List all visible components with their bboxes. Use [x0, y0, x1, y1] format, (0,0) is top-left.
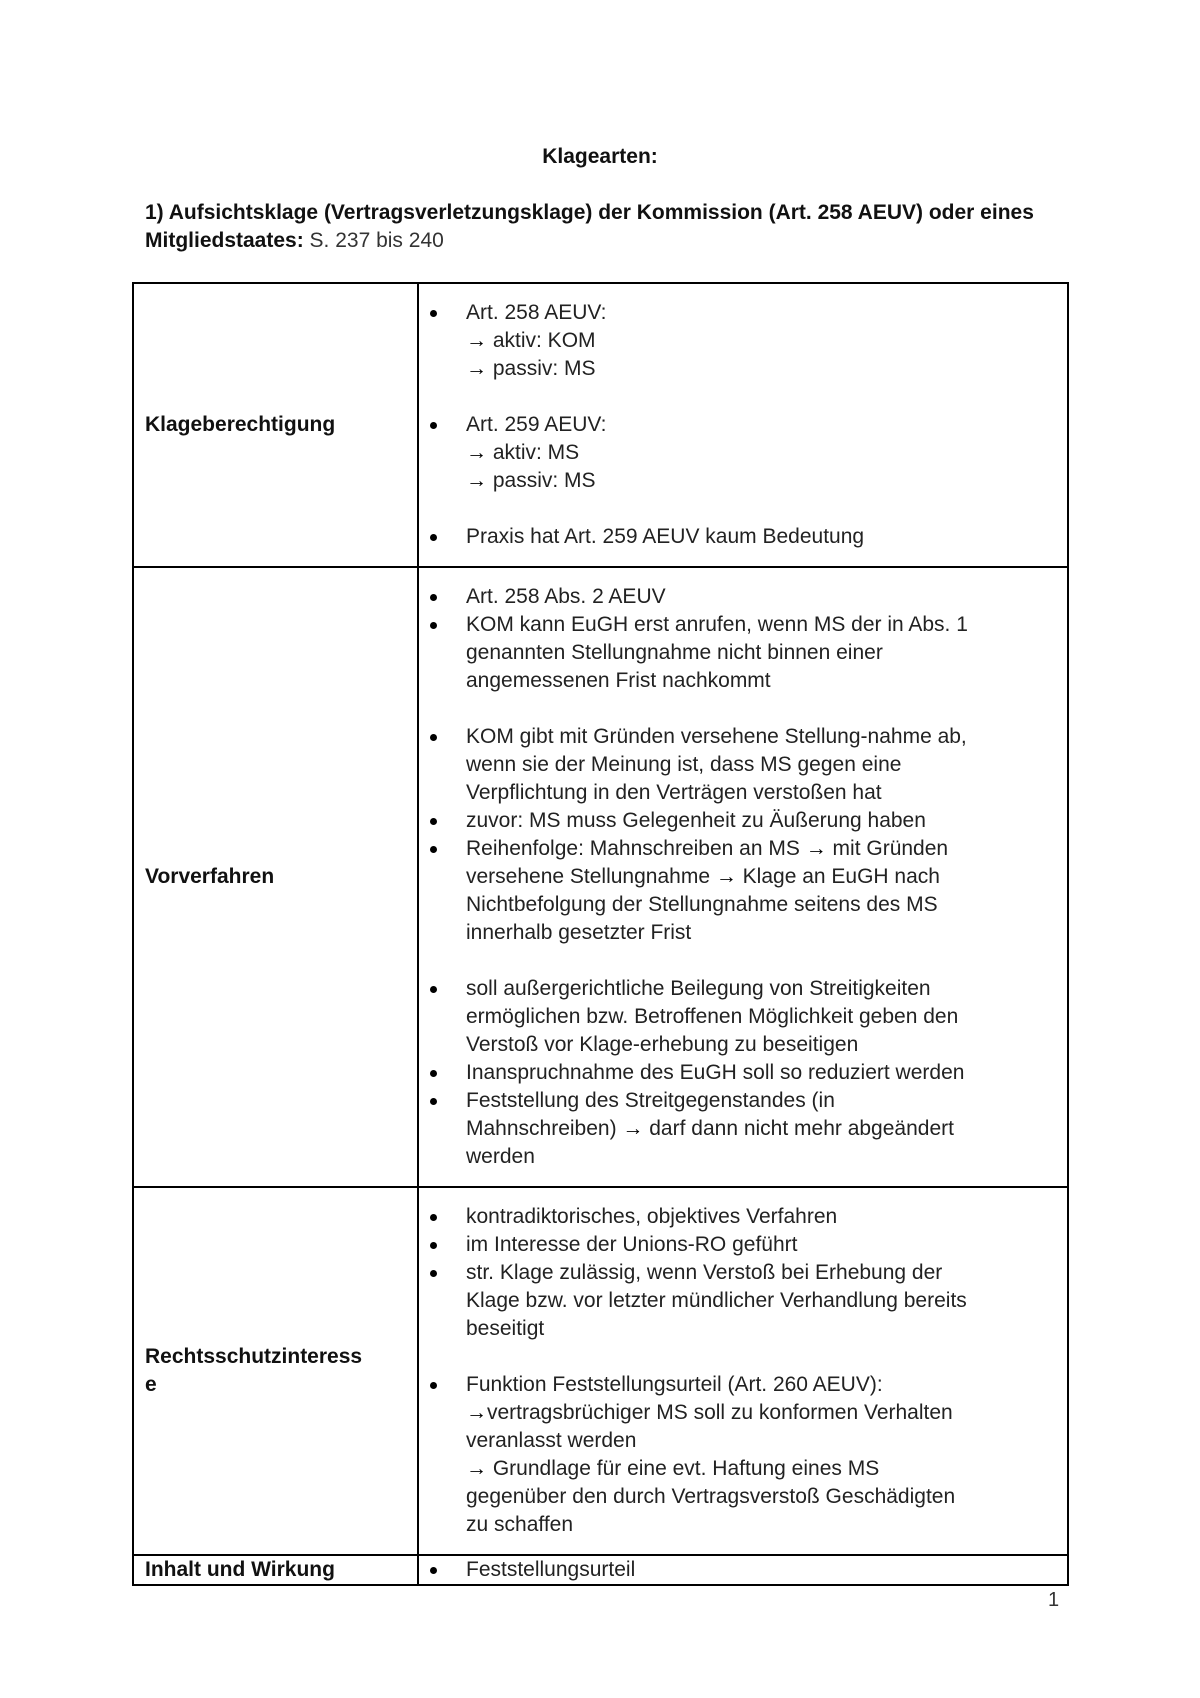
list-item [419, 1231, 1053, 1259]
list-item-line: ermöglichen bzw. Betroffenen Möglichkeit geben den [466, 1005, 959, 1028]
list-item-line: →vertragsbrüchiger MS soll zu konformen Verhalten [466, 1401, 953, 1424]
list-item-line: Mahnschreiben) → darf dann nicht mehr abgeändert [466, 1117, 954, 1140]
list-item-line: zu schaffen [466, 1513, 574, 1536]
right-arrow-icon: → [466, 1401, 487, 1424]
list-item [419, 1059, 1053, 1087]
bullet-list [419, 299, 1053, 551]
bullet-list [419, 1203, 1053, 1539]
bullet-list [419, 1556, 1053, 1584]
list-item-line: im Interesse der Unions-RO geführt [466, 1233, 798, 1256]
right-arrow-icon: → [466, 1457, 487, 1480]
section-heading-bold: 1) Aufsichtsklage (Vertragsverletzungsklage) der Kommission (Art. 258 AEUV) oder eines Mitgliedstaates: [145, 201, 1034, 252]
list-item-line: werden [466, 1145, 535, 1168]
list-item [419, 723, 1053, 807]
list-item-line: Funktion Feststellungsurteil (Art. 260 AEUV): [466, 1373, 883, 1396]
list-item-line: Klage bzw. vor letzter mündlicher Verhandlung bereits [466, 1289, 967, 1312]
list-item-line: KOM gibt mit Gründen versehene Stellung-nahme ab, [466, 725, 967, 748]
row-label: Rechtsschutzinteress e [133, 1187, 418, 1555]
list-item-line: → aktiv: MS [466, 441, 580, 464]
section-heading-pages: S. 237 bis 240 [303, 229, 444, 252]
row-label: Vorverfahren [133, 567, 418, 1187]
list-item-line: Art. 258 AEUV: [466, 301, 607, 324]
list-item-line: Nichtbefolgung der Stellungnahme seitens des MS [466, 893, 938, 916]
list-item-line: str. Klage zulässig, wenn Verstoß bei Erhebung der [466, 1261, 943, 1284]
list-item-line: innerhalb gesetzter Frist [466, 921, 692, 944]
list-item-line: gegenüber den durch Vertragsverstoß Geschädigten [466, 1485, 956, 1508]
table-row-rechtsschutzinteresse [133, 1187, 1068, 1555]
list-item-line: Art. 259 AEUV: [466, 413, 607, 436]
list-item-line: → Grundlage für eine evt. Haftung eines MS [466, 1457, 880, 1480]
row-content [418, 283, 1068, 567]
row-label: Inhalt und Wirkung [133, 1555, 418, 1585]
list-item-line: Inanspruchnahme des EuGH soll so reduziert werden [466, 1061, 965, 1084]
list-item-line: zuvor: MS muss Gelegenheit zu Äußerung haben [466, 809, 926, 832]
list-item [419, 807, 1053, 835]
bullet-list [419, 583, 1053, 1171]
list-item [419, 1203, 1053, 1231]
list-item-line: beseitigt [466, 1317, 545, 1340]
table-row-klageberechtigung [133, 283, 1068, 567]
list-item-line: genannten Stellungnahme nicht binnen einer [466, 641, 883, 664]
table-row-vorverfahren [133, 567, 1068, 1187]
right-arrow-icon: → [622, 1117, 644, 1140]
list-item-line: angemessenen Frist nachkommt [466, 669, 771, 692]
list-item [419, 611, 1053, 695]
right-arrow-icon: → [466, 441, 487, 464]
list-item-line: soll außergerichtliche Beilegung von Streitigkeiten [466, 977, 931, 1000]
list-item-line: Art. 258 Abs. 2 AEUV [466, 585, 666, 608]
list-item-line: kontradiktorisches, objektives Verfahren [466, 1205, 838, 1228]
list-item [419, 523, 1053, 551]
list-item-line: Reihenfolge: Mahnschreiben an MS → mit Gründen [466, 837, 949, 860]
row-label: Klageberechtigung [133, 283, 418, 567]
list-item-line: Feststellung des Streitgegenstandes (in [466, 1089, 835, 1112]
list-item [419, 1371, 1053, 1539]
right-arrow-icon: → [466, 469, 487, 492]
list-item-line: KOM kann EuGH erst anrufen, wenn MS der in Abs. 1 [466, 613, 968, 636]
right-arrow-icon: → [715, 865, 737, 888]
list-item-line: versehene Stellungnahme → Klage an EuGH nach [466, 865, 940, 888]
right-arrow-icon: → [805, 837, 827, 860]
section-heading [145, 199, 1075, 255]
list-item-line: Praxis hat Art. 259 AEUV kaum Bedeutung [466, 525, 865, 548]
list-item [419, 1087, 1053, 1171]
list-item [419, 1259, 1053, 1343]
list-item-line: Verstoß vor Klage-erhebung zu beseitigen [466, 1033, 859, 1056]
table-row-inhalt-und-wirkung [133, 1555, 1068, 1585]
list-item-line: → passiv: MS [466, 469, 596, 492]
table-body [133, 283, 1068, 1585]
list-item-line: wenn sie der Meinung ist, dass MS gegen eine [466, 753, 902, 776]
list-item [419, 975, 1053, 1059]
document-title: Klagearten: [542, 145, 658, 168]
row-content [418, 1555, 1068, 1585]
list-item-line: → passiv: MS [466, 357, 596, 380]
list-item-line: veranlasst werden [466, 1429, 637, 1452]
row-content [418, 567, 1068, 1187]
list-item [419, 1556, 1053, 1584]
right-arrow-icon: → [466, 357, 487, 380]
list-item [419, 411, 1053, 495]
right-arrow-icon: → [466, 329, 487, 352]
list-item-line: → aktiv: KOM [466, 329, 596, 352]
list-item [419, 583, 1053, 611]
row-content [418, 1187, 1068, 1555]
list-item [419, 299, 1053, 383]
page-number: 1 [1048, 1589, 1060, 1611]
list-item-line: Feststellungsurteil [466, 1558, 636, 1581]
complaint-types-table [132, 282, 1069, 1586]
list-item-line: Verpflichtung in den Verträgen verstoßen hat [466, 781, 882, 804]
list-item [419, 835, 1053, 947]
